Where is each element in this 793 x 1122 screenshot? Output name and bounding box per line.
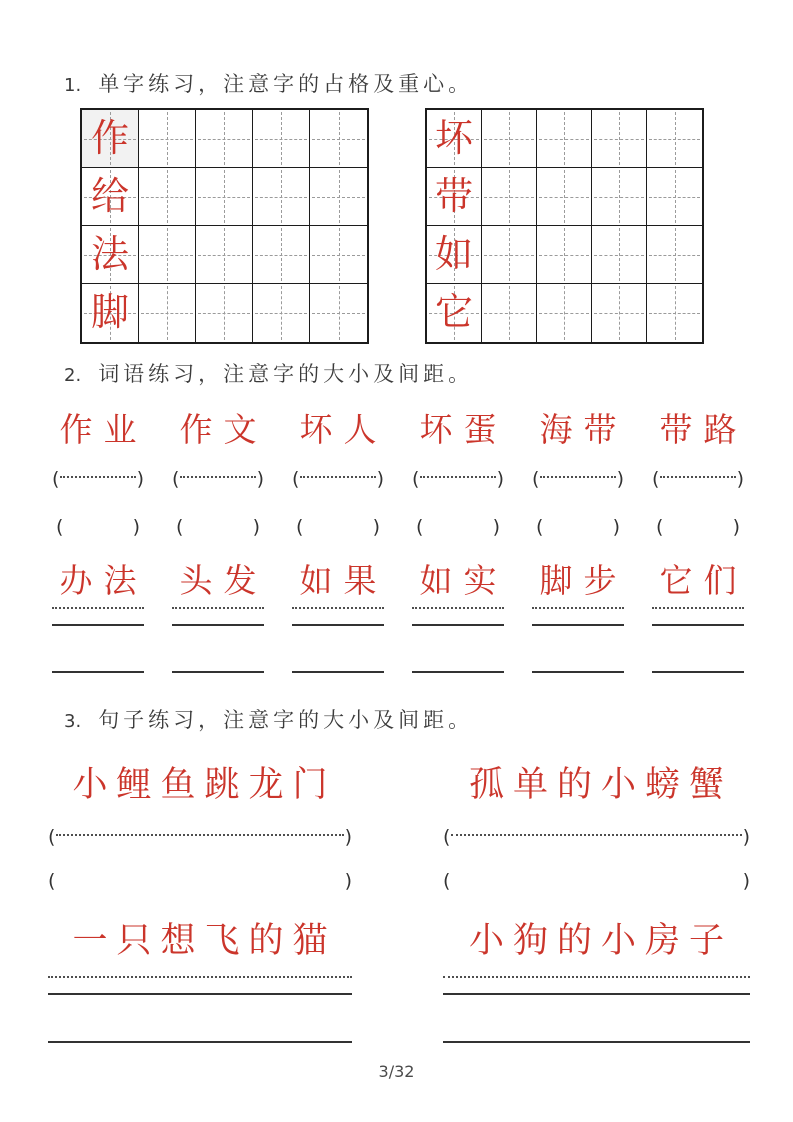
tianzige-cell (427, 110, 482, 168)
model-word: 如果 (299, 563, 388, 600)
page-number: 3/32 (378, 1062, 415, 1081)
paren-open: ( (443, 825, 451, 848)
tianzige-cell (139, 168, 196, 226)
paren-close: ) (736, 467, 744, 490)
model-word: 它们 (659, 563, 748, 600)
tianzige-cell (537, 168, 592, 226)
sentence-practice-area (48, 748, 750, 1043)
section-title-text: 句子练习，注意字的大小及间距。 (98, 708, 474, 732)
empty-answer-parens (536, 502, 620, 552)
paren-close: ) (742, 825, 750, 848)
tianzige-cell (310, 110, 367, 168)
writing-line (172, 671, 264, 673)
paren-close: ) (492, 515, 500, 538)
section-number: 3. (64, 711, 82, 732)
paren-open: ( (172, 467, 180, 490)
writing-line (443, 1041, 750, 1043)
practice-grid-right (425, 108, 704, 344)
tianzige-cell (310, 226, 367, 284)
writing-line (52, 624, 144, 626)
paren-open: ( (296, 515, 304, 538)
model-sentence: 一只想飞的猫 (72, 921, 337, 960)
tianzige-cell (537, 284, 592, 342)
model-word: 海带 (539, 412, 628, 449)
tianzige-cell (482, 110, 537, 168)
section-number: 1. (64, 75, 82, 96)
tianzige-cell (427, 226, 482, 284)
dashed-fill-line (660, 476, 735, 478)
paren-open: ( (536, 515, 544, 538)
model-word: 作文 (179, 412, 268, 449)
word-column (168, 398, 268, 673)
tianzige-cell (253, 168, 310, 226)
writing-line (652, 624, 744, 626)
model-word: 坏蛋 (419, 412, 508, 449)
tianzige-cell (482, 284, 537, 342)
empty-answer-parens (48, 858, 352, 904)
section-title-text: 单字练习，注意字的占格及重心。 (98, 72, 474, 96)
model-sentence: 孤单的小螃蟹 (468, 765, 733, 804)
tianzige-cell (482, 226, 537, 284)
paren-close: ) (344, 825, 352, 848)
model-word: 脚步 (539, 563, 628, 600)
paren-open: ( (412, 467, 420, 490)
dashed-fill-line (60, 476, 135, 478)
paren-open: ( (52, 467, 60, 490)
paren-open: ( (56, 515, 64, 538)
paren-close: ) (252, 515, 260, 538)
paren-open: ( (48, 825, 56, 848)
tianzige-cell (196, 284, 253, 342)
dashed-fill-line (300, 476, 375, 478)
dotted-writing-line (292, 607, 384, 609)
tianzige-cell (647, 168, 702, 226)
paren-close: ) (742, 869, 750, 892)
writing-line (443, 993, 750, 995)
paren-open: ( (656, 515, 664, 538)
tianzige-cell (82, 226, 139, 284)
paren-open: ( (48, 869, 56, 892)
writing-line (52, 671, 144, 673)
empty-answer-parens (416, 502, 500, 552)
dashed-fill-line (420, 476, 495, 478)
model-character: 给 (90, 175, 129, 218)
tianzige-cell (537, 226, 592, 284)
tianzige-cell (196, 226, 253, 284)
model-word: 如实 (419, 563, 508, 600)
word-practice-area (48, 398, 748, 673)
paren-close: ) (732, 515, 740, 538)
paren-open: ( (292, 467, 300, 490)
paren-open: ( (176, 515, 184, 538)
model-word: 办法 (59, 563, 148, 600)
section-2-title (64, 358, 473, 388)
dotted-writing-line (443, 976, 750, 978)
tianzige-cell (592, 284, 647, 342)
dashed-fill-line (56, 834, 343, 836)
paren-close: ) (344, 869, 352, 892)
paren-close: ) (136, 467, 144, 490)
tianzige-cell (82, 110, 139, 168)
tianzige-cell (647, 110, 702, 168)
word-column (528, 398, 628, 673)
tianzige-cell (647, 284, 702, 342)
writing-line (172, 624, 264, 626)
tianzige-cell (253, 110, 310, 168)
word-column (288, 398, 388, 673)
paren-close: ) (612, 515, 620, 538)
model-character: 脚 (90, 292, 129, 334)
tianzige-cell (647, 226, 702, 284)
dotted-writing-line (52, 607, 144, 609)
empty-answer-parens (176, 502, 260, 552)
model-word: 作业 (59, 412, 148, 449)
empty-answer-parens (443, 858, 750, 904)
empty-answer-parens (56, 502, 140, 552)
tianzige-cell (592, 168, 647, 226)
writing-line (292, 624, 384, 626)
dotted-writing-line (172, 607, 264, 609)
writing-line (532, 671, 624, 673)
tianzige-cell (82, 284, 139, 342)
tianzige-cell (139, 284, 196, 342)
tianzige-cell (482, 168, 537, 226)
word-column (648, 398, 748, 673)
writing-line (412, 671, 504, 673)
empty-answer-parens (296, 502, 380, 552)
dashed-fill-line (540, 476, 615, 478)
paren-close: ) (132, 515, 140, 538)
dashed-answer-parens (172, 456, 264, 502)
tianzige-cell (139, 226, 196, 284)
model-sentence: 小狗的小房子 (468, 921, 733, 960)
dashed-answer-parens (652, 456, 744, 502)
writing-line (48, 993, 352, 995)
tianzige-cell (427, 284, 482, 342)
paren-close: ) (496, 467, 504, 490)
paren-close: ) (256, 467, 264, 490)
sentence-column (443, 748, 750, 1043)
paren-open: ( (416, 515, 424, 538)
paren-close: ) (616, 467, 624, 490)
model-word: 头发 (179, 563, 268, 600)
tianzige-cell (537, 110, 592, 168)
paren-open: ( (532, 467, 540, 490)
tianzige-cell (253, 284, 310, 342)
model-character: 坏 (434, 117, 473, 160)
model-word: 带路 (659, 412, 748, 449)
model-sentence: 小鲤鱼跳龙门 (72, 765, 337, 804)
empty-answer-parens (656, 502, 740, 552)
model-word: 坏人 (299, 412, 388, 449)
practice-grid-left (80, 108, 369, 344)
tianzige-cell (310, 284, 367, 342)
dashed-fill-line (180, 476, 255, 478)
dotted-writing-line (48, 976, 352, 978)
dashed-answer-parens (292, 456, 384, 502)
sentence-column (48, 748, 352, 1043)
dotted-writing-line (412, 607, 504, 609)
tianzige-cell (82, 168, 139, 226)
paren-close: ) (372, 515, 380, 538)
tianzige-cell (253, 226, 310, 284)
dotted-writing-line (532, 607, 624, 609)
writing-line (652, 671, 744, 673)
tianzige-cell (592, 226, 647, 284)
dashed-answer-parens (52, 456, 144, 502)
writing-line (48, 1041, 352, 1043)
dashed-answer-parens (48, 816, 352, 858)
writing-line (532, 624, 624, 626)
model-character: 它 (434, 292, 473, 334)
section-number: 2. (64, 365, 82, 386)
word-column (48, 398, 148, 673)
dotted-writing-line (652, 607, 744, 609)
tianzige-cell (139, 110, 196, 168)
tianzige-cell (310, 168, 367, 226)
writing-line (292, 671, 384, 673)
model-character: 法 (90, 233, 129, 276)
tianzige-cell (427, 168, 482, 226)
model-character: 如 (434, 233, 473, 276)
word-column (408, 398, 508, 673)
tianzige-cell (196, 168, 253, 226)
paren-open: ( (652, 467, 660, 490)
paren-close: ) (376, 467, 384, 490)
tianzige-cell (592, 110, 647, 168)
paren-open: ( (443, 869, 451, 892)
dashed-fill-line (451, 834, 741, 836)
dashed-answer-parens (532, 456, 624, 502)
section-1-title (64, 68, 473, 98)
tianzige-cell (196, 110, 253, 168)
model-character: 带 (434, 175, 473, 218)
section-3-title (64, 704, 473, 734)
model-character: 作 (90, 117, 129, 160)
section-title-text: 词语练习，注意字的大小及间距。 (98, 362, 474, 386)
dashed-answer-parens (443, 816, 750, 858)
dashed-answer-parens (412, 456, 504, 502)
writing-line (412, 624, 504, 626)
